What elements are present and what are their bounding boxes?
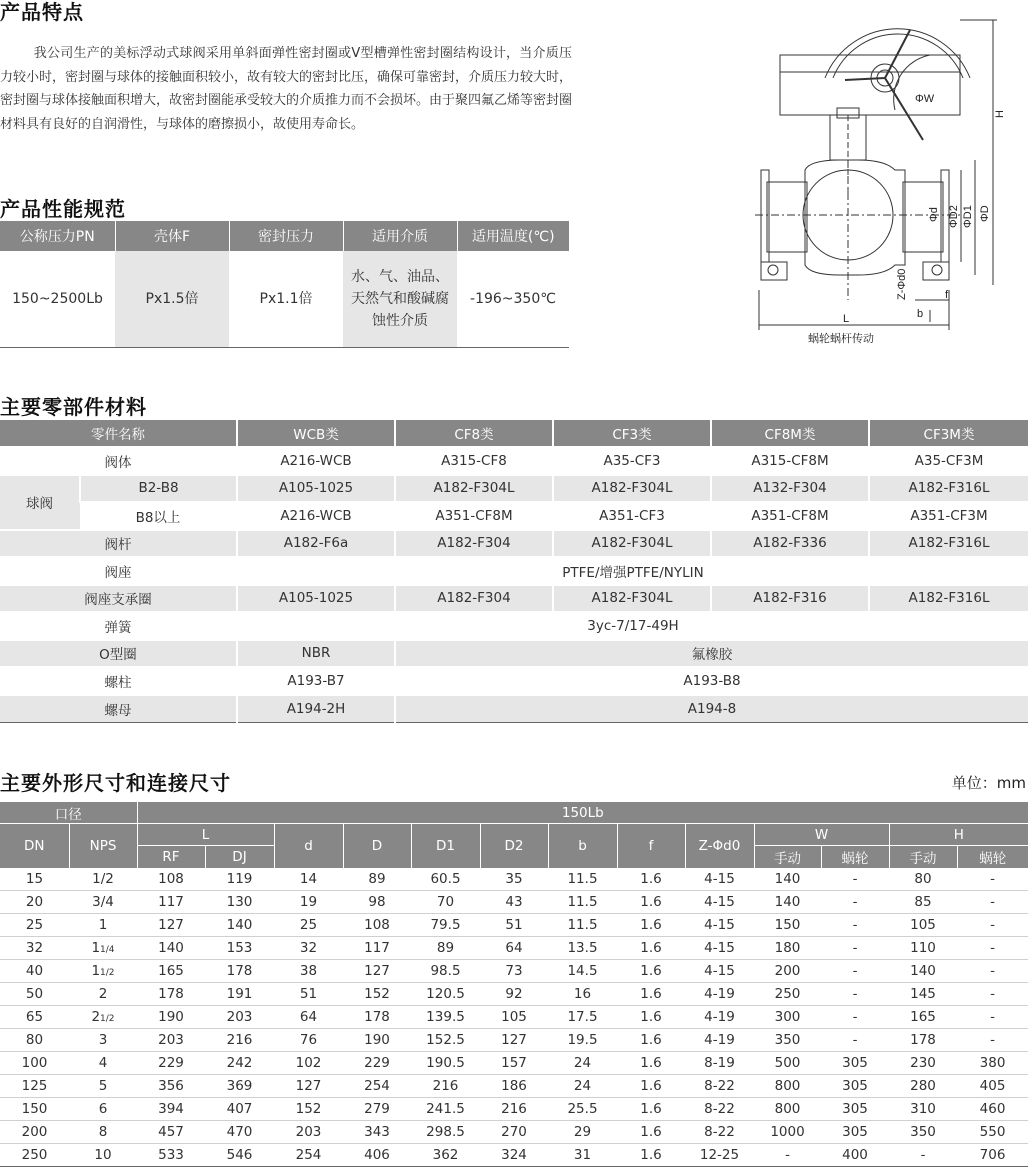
dim-cell: 305: [821, 1098, 889, 1121]
dim-cell: 203: [205, 1006, 274, 1029]
dim-cell: 140: [889, 960, 957, 983]
dim-cell: 21/2: [69, 1006, 137, 1029]
perf-cell: Px1.5倍: [115, 251, 229, 347]
dim-cell: 25: [0, 914, 69, 937]
dim-header: 150Lb: [137, 802, 1028, 824]
dim-cell: 110: [889, 937, 957, 960]
dim-cell: 1.6: [617, 960, 685, 983]
dim-cell: 4: [69, 1052, 137, 1075]
dim-cell: 79.5: [411, 914, 480, 937]
dim-cell: 17.5: [548, 1006, 617, 1029]
dim-cell: 362: [411, 1144, 480, 1167]
dim-dd-label: ΦD: [979, 205, 991, 222]
dim-cell: 1.6: [617, 937, 685, 960]
dim-row: [0, 891, 1028, 914]
dim-cell: 706: [957, 1144, 1028, 1167]
dim-cell: 500: [754, 1052, 821, 1075]
dim-header: 手动: [889, 846, 957, 868]
dim-cell: 43: [480, 891, 548, 914]
dimensions-table: [0, 801, 1028, 1167]
dim-row: [0, 914, 1028, 937]
perf-cell: 水、气、油品、天然气和酸碱腐蚀性介质: [343, 251, 457, 347]
dim-cell: 3/4: [69, 891, 137, 914]
dim-cell: 250: [0, 1144, 69, 1167]
ball-valve-label: 球阀: [0, 475, 80, 530]
dim-cell: 1.6: [617, 1144, 685, 1167]
dim-cell: 350: [754, 1029, 821, 1052]
dim-header: 蜗轮: [957, 846, 1028, 868]
dim-cell: 117: [343, 937, 411, 960]
dim-cell: 108: [137, 868, 205, 891]
dim-cell: 178: [343, 1006, 411, 1029]
dim-cell: 25.5: [548, 1098, 617, 1121]
dim-cell: 1.6: [617, 1052, 685, 1075]
dim-header: H: [889, 824, 1028, 846]
dim-cell: 280: [889, 1075, 957, 1098]
dim-cell: 4-15: [685, 891, 754, 914]
dim-row: [0, 1006, 1028, 1029]
dim-cell: 369: [205, 1075, 274, 1098]
dim-cell: 152: [343, 983, 411, 1006]
dim-cell: 8: [69, 1121, 137, 1144]
dim-cell: -: [821, 1006, 889, 1029]
dim-cell: 16: [548, 983, 617, 1006]
unit-label: 单位：mm: [951, 774, 1026, 792]
dim-cell: 203: [274, 1121, 343, 1144]
dim-cell: 140: [205, 914, 274, 937]
dim-cell: 117: [137, 891, 205, 914]
dim-cell: 1.6: [617, 1029, 685, 1052]
dim-cell: -: [821, 914, 889, 937]
materials-header: 零件名称: [0, 420, 237, 447]
dim-d-label: Φd: [928, 207, 940, 222]
dim-header: DN: [0, 824, 69, 868]
dim-cell: 533: [137, 1144, 205, 1167]
dim-cell: 4-19: [685, 1029, 754, 1052]
dim-cell: 31: [548, 1144, 617, 1167]
performance-table: [0, 221, 569, 348]
dim-cell: 298.5: [411, 1121, 480, 1144]
perf-header: 壳体F: [115, 221, 229, 251]
materials-row: 阀杆 A182-F6a A182-F304 A182-F304L A182-F336 A182-F316L: [0, 530, 1028, 558]
materials-header: CF8类: [395, 420, 553, 447]
dim-cell: 25: [274, 914, 343, 937]
dim-header: W: [754, 824, 889, 846]
dim-cell: -: [821, 868, 889, 891]
dim-cell: 242: [205, 1052, 274, 1075]
dim-cell: -: [821, 937, 889, 960]
dim-cell: 10: [69, 1144, 137, 1167]
dim-cell: 139.5: [411, 1006, 480, 1029]
dim-cell: 216: [205, 1029, 274, 1052]
dim-cell: 8-22: [685, 1121, 754, 1144]
dim-cell: 65: [0, 1006, 69, 1029]
dim-cell: 76: [274, 1029, 343, 1052]
dim-row: [0, 1121, 1028, 1144]
materials-row: O型圈 NBR 氟橡胶: [0, 640, 1028, 668]
dim-header: 蜗轮: [821, 846, 889, 868]
dim-d2-label: ΦD2: [948, 205, 960, 228]
dim-cell: 152.5: [411, 1029, 480, 1052]
materials-header: CF8M类: [711, 420, 869, 447]
dim-h-label: H: [994, 110, 1006, 118]
materials-row: 球阀 B2-B8 A105-1025 A182-F304L A182-F304L A132-F304 A182-F316L: [0, 475, 1028, 503]
dim-cell: -: [754, 1144, 821, 1167]
dim-cell: 140: [754, 891, 821, 914]
dimensions-title: 主要外形尺寸和连接尺寸: [0, 771, 231, 795]
dim-cell: 305: [821, 1121, 889, 1144]
dim-cell: 400: [821, 1144, 889, 1167]
dim-cell: 80: [0, 1029, 69, 1052]
dim-cell: 8-22: [685, 1075, 754, 1098]
dim-row: [0, 1075, 1028, 1098]
dim-cell: 140: [754, 868, 821, 891]
dim-header: D2: [480, 824, 548, 868]
dim-cell: 270: [480, 1121, 548, 1144]
dim-row: [0, 868, 1028, 891]
dim-cell: 127: [137, 914, 205, 937]
dim-cell: 120.5: [411, 983, 480, 1006]
dim-row: [0, 960, 1028, 983]
dim-cell: 178: [137, 983, 205, 1006]
dim-cell: 51: [480, 914, 548, 937]
dim-b-label: b: [917, 308, 924, 320]
dim-cell: 406: [343, 1144, 411, 1167]
dim-cell: 380: [957, 1052, 1028, 1075]
dim-cell: -: [957, 960, 1028, 983]
dim-cell: 305: [821, 1075, 889, 1098]
dim-cell: 203: [137, 1029, 205, 1052]
dim-cell: 11.5: [548, 914, 617, 937]
dim-cell: 32: [0, 937, 69, 960]
dim-cell: 310: [889, 1098, 957, 1121]
dim-cell: 4-19: [685, 983, 754, 1006]
dim-cell: -: [957, 914, 1028, 937]
dim-cell: 190: [343, 1029, 411, 1052]
dim-row: [0, 1144, 1028, 1167]
dim-row: [0, 1052, 1028, 1075]
performance-title: 产品性能规范: [0, 197, 126, 221]
dim-header: f: [617, 824, 685, 868]
dim-zd0-label: Z-Φd0: [896, 268, 908, 300]
dim-cell: 8-19: [685, 1052, 754, 1075]
dim-cell: -: [821, 983, 889, 1006]
materials-row: 阀体 A216-WCB A315-CF8 A35-CF3 A315-CF8M A35-CF3M: [0, 447, 1028, 475]
dim-cell: 5: [69, 1075, 137, 1098]
dim-cell: 1: [69, 914, 137, 937]
dim-cell: -: [957, 891, 1028, 914]
dim-cell: 305: [821, 1052, 889, 1075]
dim-header: b: [548, 824, 617, 868]
dim-w-label: ΦW: [915, 93, 935, 105]
dim-cell: 32: [274, 937, 343, 960]
dim-cell: 165: [137, 960, 205, 983]
dim-cell: 98.5: [411, 960, 480, 983]
perf-header: 公称压力PN: [0, 221, 115, 251]
materials-row: 阀座 PTFE/增强PTFE/NYLIN: [0, 557, 1028, 585]
dim-cell: 6: [69, 1098, 137, 1121]
dim-cell: 190.5: [411, 1052, 480, 1075]
materials-header: CF3M类: [869, 420, 1028, 447]
dim-cell: 29: [548, 1121, 617, 1144]
dim-header: Z-Φd0: [685, 824, 754, 868]
dim-cell: 92: [480, 983, 548, 1006]
dim-cell: 64: [274, 1006, 343, 1029]
dim-cell: 470: [205, 1121, 274, 1144]
dim-cell: 324: [480, 1144, 548, 1167]
perf-cell: Px1.1倍: [229, 251, 343, 347]
dim-cell: 102: [274, 1052, 343, 1075]
dim-cell: 15: [0, 868, 69, 891]
dim-cell: 1/2: [69, 868, 137, 891]
dim-header: DJ: [205, 846, 274, 868]
dim-cell: -: [957, 1006, 1028, 1029]
perf-cell: 150~2500Lb: [0, 251, 115, 347]
dim-cell: 11/2: [69, 960, 137, 983]
dim-cell: 14.5: [548, 960, 617, 983]
dim-cell: 300: [754, 1006, 821, 1029]
dim-cell: -: [821, 960, 889, 983]
dim-cell: 1.6: [617, 914, 685, 937]
materials-row: 阀座支承圈 A105-1025 A182-F304 A182-F304L A182-F316 A182-F316L: [0, 585, 1028, 613]
dim-cell: 98: [343, 891, 411, 914]
dim-cell: 405: [957, 1075, 1028, 1098]
materials-row: 螺柱 A193-B7 A193-B8: [0, 667, 1028, 695]
dim-cell: 12-25: [685, 1144, 754, 1167]
materials-title: 主要零部件材料: [0, 395, 147, 419]
dim-cell: 200: [754, 960, 821, 983]
dim-cell: 2: [69, 983, 137, 1006]
dim-cell: 279: [343, 1098, 411, 1121]
dimensions-body: [0, 868, 1028, 1167]
dim-cell: 178: [889, 1029, 957, 1052]
dim-cell: 60.5: [411, 868, 480, 891]
dim-cell: 550: [957, 1121, 1028, 1144]
dim-cell: 1.6: [617, 1075, 685, 1098]
dim-cell: 38: [274, 960, 343, 983]
features-text: 我公司生产的美标浮动式球阀采用单斜面弹性密封圈或V型槽弹性密封圈结构设计，当介质压力较小时，密封圈与球体的接触面积较小，故有较大的密封比压，确保可靠密封，介质压力较大时，密封圈与球体接触面积增大，故密封圈能承受较大的介质推力而不会损坏。由于聚四氟乙烯等密封圈材料具有良好的自润滑性，与球体的磨擦损小，故使用寿命长。: [0, 46, 573, 132]
dim-cell: 4-19: [685, 1006, 754, 1029]
dim-cell: 127: [274, 1075, 343, 1098]
dim-cell: 140: [137, 937, 205, 960]
dim-cell: 800: [754, 1098, 821, 1121]
dim-cell: -: [821, 891, 889, 914]
dim-header: D1: [411, 824, 480, 868]
dim-cell: 105: [480, 1006, 548, 1029]
dim-header: 口径: [0, 802, 137, 824]
dim-cell: 119: [205, 868, 274, 891]
dim-cell: 1.6: [617, 1006, 685, 1029]
dim-cell: -: [957, 1029, 1028, 1052]
dim-cell: 460: [957, 1098, 1028, 1121]
dim-cell: 4-15: [685, 914, 754, 937]
dim-cell: 153: [205, 937, 274, 960]
dim-cell: 80: [889, 868, 957, 891]
dim-cell: 14: [274, 868, 343, 891]
dim-cell: 230: [889, 1052, 957, 1075]
dim-cell: 343: [343, 1121, 411, 1144]
dim-header: d: [274, 824, 343, 868]
dim-header: D: [343, 824, 411, 868]
materials-header: WCB类: [237, 420, 395, 447]
dim-cell: 64: [480, 937, 548, 960]
dim-cell: 229: [137, 1052, 205, 1075]
dim-cell: 85: [889, 891, 957, 914]
dim-cell: -: [957, 983, 1028, 1006]
diagram-caption: 蜗轮蜗杆传动: [808, 332, 874, 345]
dim-cell: 350: [889, 1121, 957, 1144]
dim-cell: 35: [480, 868, 548, 891]
dim-cell: 1000: [754, 1121, 821, 1144]
dim-cell: 1.6: [617, 1121, 685, 1144]
dim-cell: 254: [343, 1075, 411, 1098]
dim-cell: 11/4: [69, 937, 137, 960]
dim-row: [0, 937, 1028, 960]
dim-cell: 394: [137, 1098, 205, 1121]
dim-cell: 108: [343, 914, 411, 937]
perf-header: 适用介质: [343, 221, 457, 251]
materials-row: 螺母 A194-2H A194-8: [0, 695, 1028, 723]
dim-cell: 1.6: [617, 868, 685, 891]
dim-cell: 200: [0, 1121, 69, 1144]
dim-d1-label: ΦD1: [962, 205, 974, 228]
dim-cell: 216: [480, 1098, 548, 1121]
dim-cell: 180: [754, 937, 821, 960]
dim-cell: 51: [274, 983, 343, 1006]
dim-header: 手动: [754, 846, 821, 868]
dim-row: [0, 1029, 1028, 1052]
dim-cell: 11.5: [548, 868, 617, 891]
dim-cell: 145: [889, 983, 957, 1006]
dim-cell: 100: [0, 1052, 69, 1075]
materials-row: 弹簧 3yc-7/17-49H: [0, 612, 1028, 640]
dim-cell: 150: [0, 1098, 69, 1121]
dim-cell: 1.6: [617, 1098, 685, 1121]
dim-cell: 178: [205, 960, 274, 983]
dim-cell: 407: [205, 1098, 274, 1121]
dim-cell: 3: [69, 1029, 137, 1052]
dim-cell: 130: [205, 891, 274, 914]
dim-cell: 152: [274, 1098, 343, 1121]
dim-cell: 1.6: [617, 891, 685, 914]
perf-header: 适用温度(℃): [457, 221, 569, 251]
perf-header: 密封压力: [229, 221, 343, 251]
dim-row: [0, 983, 1028, 1006]
dim-cell: 24: [548, 1052, 617, 1075]
dim-f-label: f: [945, 289, 949, 301]
dim-cell: 186: [480, 1075, 548, 1098]
materials-row: B8以上 A216-WCB A351-CF8M A351-CF3 A351-CF8M A351-CF3M: [0, 502, 1028, 530]
dim-cell: 157: [480, 1052, 548, 1075]
dim-header: RF: [137, 846, 205, 868]
dim-cell: 250: [754, 983, 821, 1006]
dim-cell: 356: [137, 1075, 205, 1098]
dim-cell: 150: [754, 914, 821, 937]
dim-cell: 89: [411, 937, 480, 960]
dim-header: L: [137, 824, 274, 846]
dim-cell: 11.5: [548, 891, 617, 914]
dim-cell: 70: [411, 891, 480, 914]
dim-cell: 127: [343, 960, 411, 983]
dim-cell: 40: [0, 960, 69, 983]
dim-l-label: L: [843, 313, 850, 325]
dim-cell: 165: [889, 1006, 957, 1029]
dim-cell: 73: [480, 960, 548, 983]
dim-cell: 105: [889, 914, 957, 937]
dim-cell: -: [957, 868, 1028, 891]
dim-cell: 8-22: [685, 1098, 754, 1121]
dim-cell: 4-15: [685, 868, 754, 891]
dim-cell: 19.5: [548, 1029, 617, 1052]
dim-header: NPS: [69, 824, 137, 868]
dim-cell: 4-15: [685, 960, 754, 983]
dim-cell: 4-15: [685, 937, 754, 960]
features-title: 产品特点: [0, 0, 84, 24]
dim-cell: 24: [548, 1075, 617, 1098]
dim-cell: 125: [0, 1075, 69, 1098]
dim-cell: 89: [343, 868, 411, 891]
dim-cell: -: [889, 1144, 957, 1167]
dim-row: [0, 1098, 1028, 1121]
dim-cell: 457: [137, 1121, 205, 1144]
materials-table: [0, 420, 1028, 723]
materials-header: CF3类: [553, 420, 711, 447]
dim-cell: 191: [205, 983, 274, 1006]
dim-cell: 229: [343, 1052, 411, 1075]
perf-cell: -196~350℃: [457, 251, 569, 347]
valve-drawing: [745, 0, 1028, 352]
dim-cell: 190: [137, 1006, 205, 1029]
dim-cell: 800: [754, 1075, 821, 1098]
dim-cell: 254: [274, 1144, 343, 1167]
dim-cell: 546: [205, 1144, 274, 1167]
dim-cell: 241.5: [411, 1098, 480, 1121]
dim-cell: 20: [0, 891, 69, 914]
dim-cell: 50: [0, 983, 69, 1006]
dim-cell: 127: [480, 1029, 548, 1052]
dim-cell: -: [957, 937, 1028, 960]
dim-cell: 19: [274, 891, 343, 914]
dim-cell: 13.5: [548, 937, 617, 960]
dim-cell: -: [821, 1029, 889, 1052]
dim-cell: 1.6: [617, 983, 685, 1006]
dim-cell: 216: [411, 1075, 480, 1098]
